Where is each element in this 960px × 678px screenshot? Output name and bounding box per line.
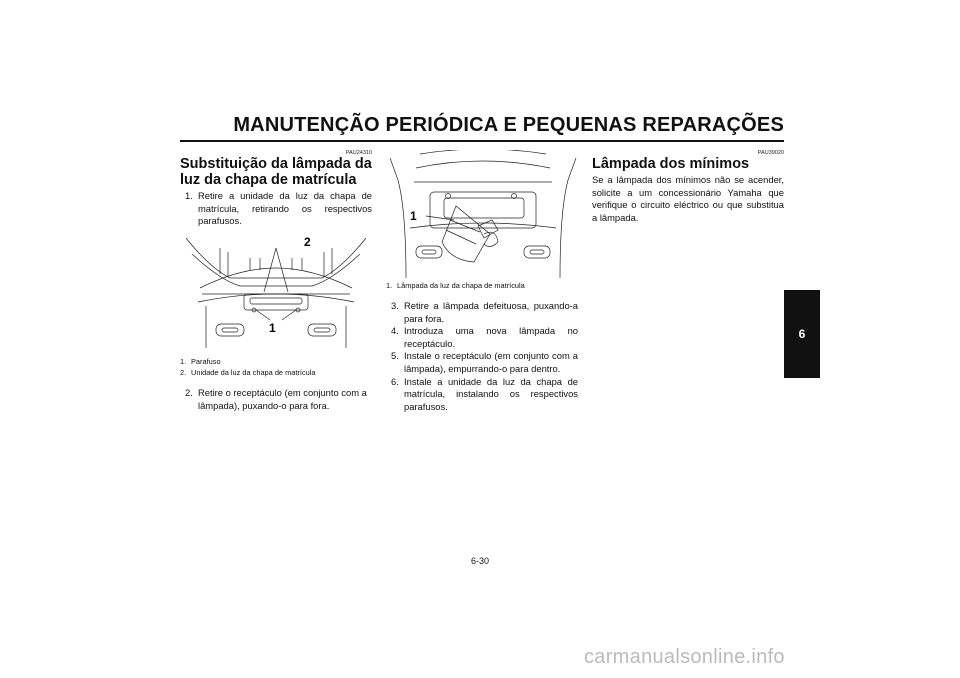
step-4 (386, 325, 578, 350)
step-6 (386, 376, 578, 414)
watermark: carmanualsonline.info (584, 646, 785, 668)
step-number: 1. (185, 190, 193, 201)
caption-text: Unidade da luz da chapa de matrícula (191, 368, 316, 377)
figure-license-bulb (386, 150, 580, 278)
step-1 (180, 190, 372, 228)
step-number: 3. (391, 300, 399, 311)
section-paragraph: Se a lâmpada dos mínimos não se acender, solicite a um concessionário Yamaha que verifique o circuito eléctrico ou que substitua a lâmpada. (592, 174, 784, 223)
step-number: 2. (185, 387, 193, 398)
figure-license-light-unit (180, 228, 372, 354)
caption-row (180, 356, 372, 367)
step-text: Instale o receptáculo (em conjunto com a lâmpada), empurrando-o para dentro. (404, 350, 578, 374)
chapter-tab: 6 (784, 290, 820, 378)
step-number: 5. (391, 350, 399, 362)
step-text: Retire a unidade da luz da chapa de matrícula, retirando os respectivos parafusos. (198, 190, 372, 227)
caption-text: Lâmpada da luz da chapa de matrícula (397, 281, 525, 290)
step-number: 4. (391, 325, 399, 337)
caption-number: 2. (180, 368, 187, 377)
step-text: Instale a unidade da luz da chapa de matrícula, instalando os respectivos parafusos. (404, 375, 578, 412)
header-rule (180, 140, 784, 142)
step-3 (386, 300, 578, 325)
callout-2: 2 (304, 235, 311, 249)
section-heading: Substituição da lâmpada da luz da chapa de matrícula (180, 156, 372, 188)
section-heading: Lâmpada dos mínimos (592, 156, 750, 172)
caption-row (386, 280, 578, 291)
column-1 (180, 150, 372, 228)
section-code: PAU39020 (757, 150, 784, 156)
step-number: 6. (391, 375, 399, 387)
step-5 (386, 350, 578, 375)
section-code: PAU24310 (345, 150, 372, 156)
step-text: Retire a lâmpada defeituosa, puxando-a para fora. (404, 300, 578, 324)
column-2 (386, 280, 578, 413)
callout-1: 1 (410, 209, 417, 223)
caption-row (180, 367, 372, 378)
step-2 (180, 387, 372, 412)
caption-number: 1. (180, 357, 187, 366)
page-number: 6-30 (470, 556, 489, 566)
column-3 (592, 150, 784, 224)
callout-1: 1 (269, 321, 276, 335)
step-text: Retire o receptáculo (em conjunto com a lâmpada), puxando-o para fora. (198, 387, 367, 411)
page-header-title: MANUTENÇÃO PERIÓDICA E PEQUENAS REPARAÇÕES (233, 114, 784, 136)
figure-1-captions (180, 356, 372, 412)
caption-number: 1. (386, 281, 393, 290)
caption-text: Parafuso (191, 357, 221, 366)
step-text: Introduza uma nova lâmpada no receptáculo. (404, 325, 578, 349)
